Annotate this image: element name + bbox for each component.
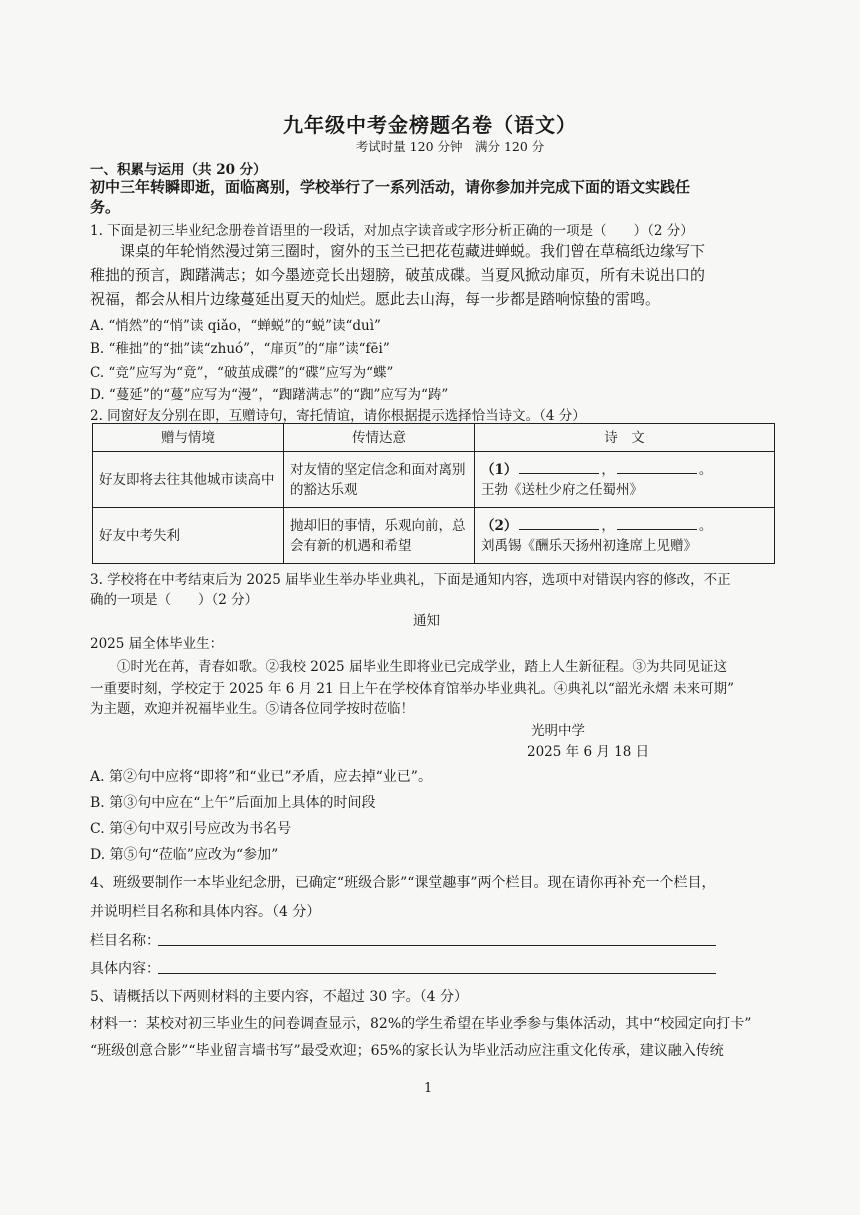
poem-source: 刘禹锡《酬乐天扬州初逢席上见赠》 — [481, 537, 697, 554]
q4-stem-line2: 并说明栏目名称和具体内容。（4 分） — [90, 904, 321, 920]
section-intro-line2: 务。 — [90, 198, 121, 216]
column-content-answer-line[interactable] — [158, 973, 716, 974]
q1-passage-line: 祝福，都会从相片边缘蔓延出夏天的灿烂。愿此去山海，每一步都是踏响惊蛰的雷鸣。 — [90, 290, 661, 308]
answer-number: （1） — [481, 461, 518, 478]
meaning-cell: 抛却旧的事情，乐观向前，总会有新的机遇和希望 — [284, 508, 475, 564]
section-intro-line1: 初中三年转瞬即逝，面临离别，学校举行了一系列活动，请你参加并完成下面的语文实践任 — [90, 178, 691, 196]
page-number: 1 — [424, 1081, 433, 1096]
notice-body-line: 为主题，欢迎并祝福毕业生。⑤请各位同学按时莅临！ — [90, 701, 414, 717]
situation-cell: 好友即将去往其他城市读高中 — [93, 452, 284, 508]
answer-blank[interactable] — [519, 461, 599, 474]
answer-blank[interactable] — [617, 517, 697, 530]
q5-stem: 5、请概括以下两则材料的主要内容，不超过 30 字。（4 分） — [90, 989, 468, 1005]
q1-option-a: A. “悄然”的“悄”读 qiǎo，“蝉蜕”的“蜕”读“duì” — [90, 318, 381, 334]
q1-option-c: C. “竞”应写为“竟”，“破茧成碟”的“碟”应写为“蝶” — [90, 365, 394, 381]
exam-info: 考试时量 120 分钟 满分 120 分 — [355, 139, 545, 154]
table-row — [93, 452, 775, 508]
notice-addressee: 2025 届全体毕业生： — [90, 636, 224, 652]
q3-stem-line2: 确的一项是（ ）（2 分） — [90, 592, 259, 608]
answer-blank[interactable] — [519, 517, 599, 530]
notice-signer: 光明中学 — [531, 723, 585, 739]
material-line: “班级创意合影”“毕业留言墙书写”最受欢迎；65%的家长认为毕业活动应注重文化传承，建议融入传统 — [90, 1043, 724, 1059]
page-title: 九年级中考金榜题名卷（语文） — [283, 113, 577, 137]
table-header: 赠与情境 — [93, 424, 284, 452]
q1-option-d: D. “蔓延”的“蔓”应写为“漫”，“踟躇满志”的“踟”应写为“踌” — [90, 387, 449, 403]
section-heading: 一、积累与运用（共 20 分） — [90, 162, 267, 178]
q2-stem: 2. 同窗好友分别在即，互赠诗句，寄托情谊，请你根据提示选择恰当诗文。（4 分） — [90, 408, 586, 424]
poem-cell: （1） ， 。 王勃《送杜少府之任蜀州》 — [475, 452, 775, 508]
q1-option-b: B. “稚拙”的“拙”读“zhuó”，“扉页”的“扉”读“fēi” — [90, 341, 390, 357]
answer-blank[interactable] — [617, 461, 697, 474]
answer-number: （2） — [481, 517, 518, 534]
notice-body-line: 一重要时刻，学校定于 2025 年 6 月 21 日上午在学校体育馆举办毕业典礼。④典礼以“韶光永熠 未来可期” — [90, 681, 734, 697]
meaning-cell: 对友情的坚定信念和面对离别的豁达乐观 — [284, 452, 475, 508]
notice-date: 2025 年 6 月 18 日 — [527, 744, 650, 760]
notice-body-line: ①时光在苒，青春如歌。②我校 2025 届毕业生即将业已完成学业，踏上人生新征程。③为共同见证这 — [90, 659, 727, 675]
table-row — [93, 508, 775, 564]
q1-passage-line: 稚拙的预言，踟躇满志；如今墨迹竞长出翅膀，破茧成碟。当夏风掀动扉页，所有未说出口的 — [90, 266, 706, 284]
column-name-answer-line[interactable] — [158, 945, 716, 946]
q3-option-c: C. 第④句中双引号应改为书名号 — [90, 821, 292, 837]
q3-option-d: D. 第⑤句“莅临”应改为“参加” — [90, 847, 279, 863]
poem-cell: （2） ， 。 刘禹锡《酬乐天扬州初逢席上见赠》 — [475, 508, 775, 564]
q1-passage-line: 课桌的年轮悄然漫过第三圈时，窗外的玉兰已把花苞藏进蝉蜕。我们曾在草稿纸边缘写下 — [90, 242, 706, 260]
q4-stem-line1: 4、班级要制作一本毕业纪念册，已确定“班级合影”“课堂趣事”两个栏目。现在请你再补充一个栏目， — [90, 875, 716, 891]
column-content-label: 具体内容： — [90, 961, 160, 977]
poem-source: 王勃《送杜少府之任蜀州》 — [481, 481, 643, 498]
situation-cell: 好友中考失利 — [93, 508, 284, 564]
q3-option-a: A. 第②句中应将“即将”和“业已”矛盾，应去掉“业已”。 — [90, 769, 432, 785]
table-header: 诗 文 — [475, 424, 775, 452]
q3-stem-line1: 3. 学校将在中考结束后为 2025 届毕业生举办毕业典礼，下面是通知内容，选项中对错误内容的修改，不正 — [90, 572, 731, 588]
q1-stem: 1. 下面是初三毕业纪念册卷首语里的一段话，对加点字读音或字形分析正确的一项是（ ）（2 分） — [90, 223, 694, 239]
column-name-label: 栏目名称： — [90, 933, 160, 949]
notice-title: 通知 — [413, 613, 440, 629]
material-line: 材料一：某校对初三毕业生的问卷调查显示，82%的学生希望在毕业季参与集体活动，其中“校园定向打卡” — [90, 1016, 752, 1032]
poem-table — [92, 423, 775, 564]
q3-option-b: B. 第③句中应在“上午”后面加上具体的时间段 — [90, 795, 376, 811]
table-header: 传情达意 — [284, 424, 475, 452]
